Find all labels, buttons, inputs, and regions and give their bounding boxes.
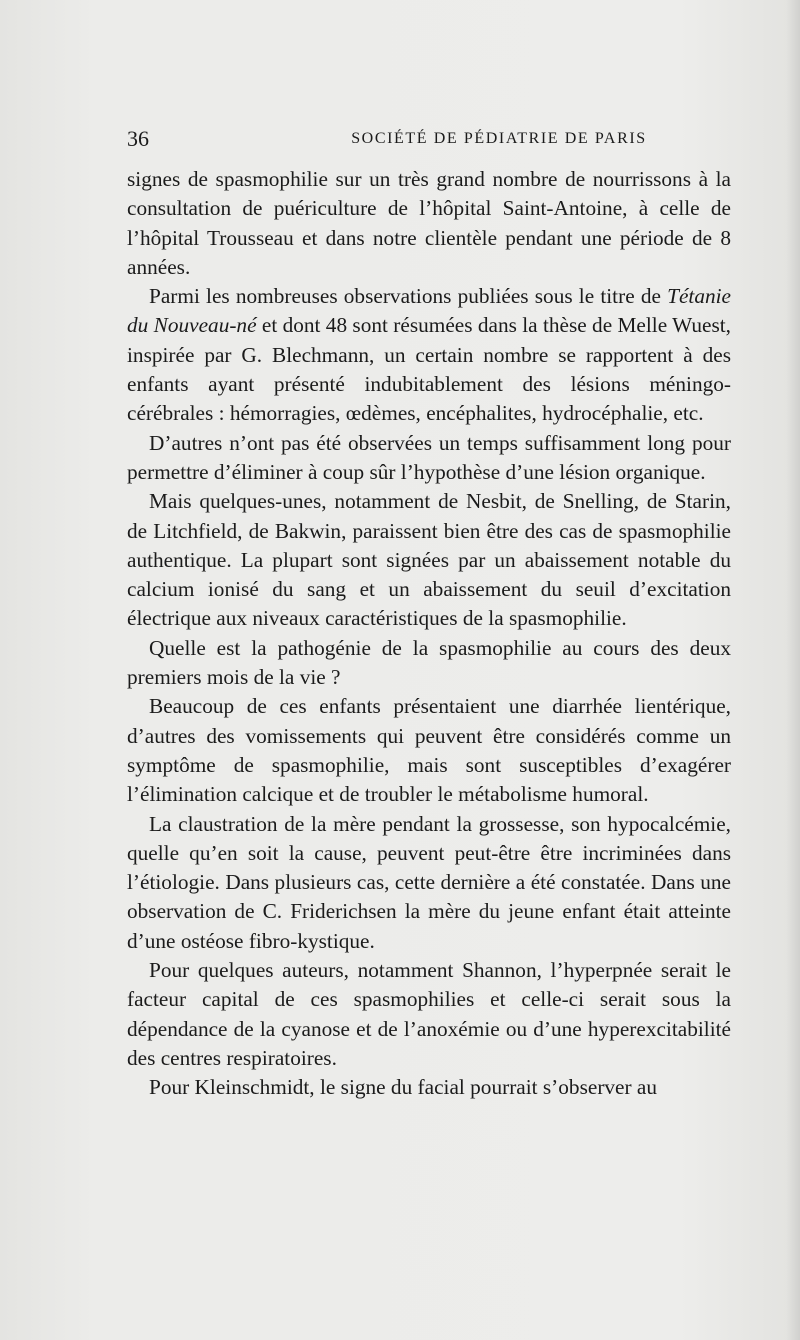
paragraph-question: Quelle est la pathogénie de la spasmophilie au cours des deux premiers mois de la vie ? — [127, 635, 731, 690]
running-head — [127, 124, 731, 154]
paragraph-facial-sign: Pour Kleinschmidt, le signe du facial pourrait s’observer au — [149, 1075, 658, 1100]
paragraph-observations-title-italic: Tétanie du Nouveau-né — [127, 284, 731, 338]
page-number: 36 — [127, 126, 149, 151]
paragraph-observations-rest: et dont 48 sont résumées dans la thèse de Melle Wuest, inspirée par G. Blechmann, un certain nombre se rapportent à des enfants ayant présenté indubitablement des lésions méningo-cérébrales : hémorragies, œdèmes, encéphalites, hydrocéphalie, etc. — [127, 313, 731, 426]
paragraph-symptoms: Beaucoup de ces enfants présentaient une diarrhée lientérique, d’autres des vomissements qui peuvent être considérés comme un symptôme de spasmophilie, mais sont susceptibles d’exagérer l’élimination calcique et de troubler le métabolisme humoral. — [127, 694, 731, 807]
paragraph-observations-lead: Parmi les nombreuses observations publiées sous le titre de — [149, 284, 668, 309]
paragraph-etiology: La claustration de la mère pendant la grossesse, son hypocalcémie, quelle qu’en soit la cause, peuvent peut-être être incriminées dans l’étiologie. Dans plusieurs cas, cette dernière a été constatée. Dans une observation de C. Friderichsen la mère du jeune enfant était atteinte d’une ostéose fibro-kystique. — [127, 811, 731, 953]
body-text — [127, 165, 731, 1103]
paragraph-continuation: signes de spasmophilie sur un très grand nombre de nourrissons à la consultation de puériculture de l’hôpital Saint-Antoine, à celle de l’hôpital Trousseau et dans notre clientèle pendant une période de 8 années. — [127, 167, 731, 279]
paragraph-hyperpnea: Pour quelques auteurs, notamment Shannon, l’hyperpnée serait le facteur capital de ces spasmophilies et celle-ci serait sous la dépendance de la cyanose et de l’anoxémie ou d’une hyperexcitabilité des centres respiratoires. — [127, 958, 731, 1070]
running-title: SOCIÉTÉ DE PÉDIATRIE DE PARIS — [351, 130, 647, 147]
paragraph-observations — [127, 282, 731, 428]
paragraph-authentic-cases: Mais quelques-unes, notamment de Nesbit, de Snelling, de Starin, de Litchfield, de Bakwin, paraissent bien être des cas de spasmophilie authentique. La plupart sont signées par un abaissement notable du calcium ionisé du sang et un abaissement du seuil d’excitation électrique aux niveaux caractéristiques de la spasmophilie. — [127, 489, 731, 631]
paragraph-lesion: D’autres n’ont pas été observées un temps suffisamment long pour permettre d’éliminer à coup sûr l’hypothèse d’une lésion organique. — [127, 430, 731, 484]
